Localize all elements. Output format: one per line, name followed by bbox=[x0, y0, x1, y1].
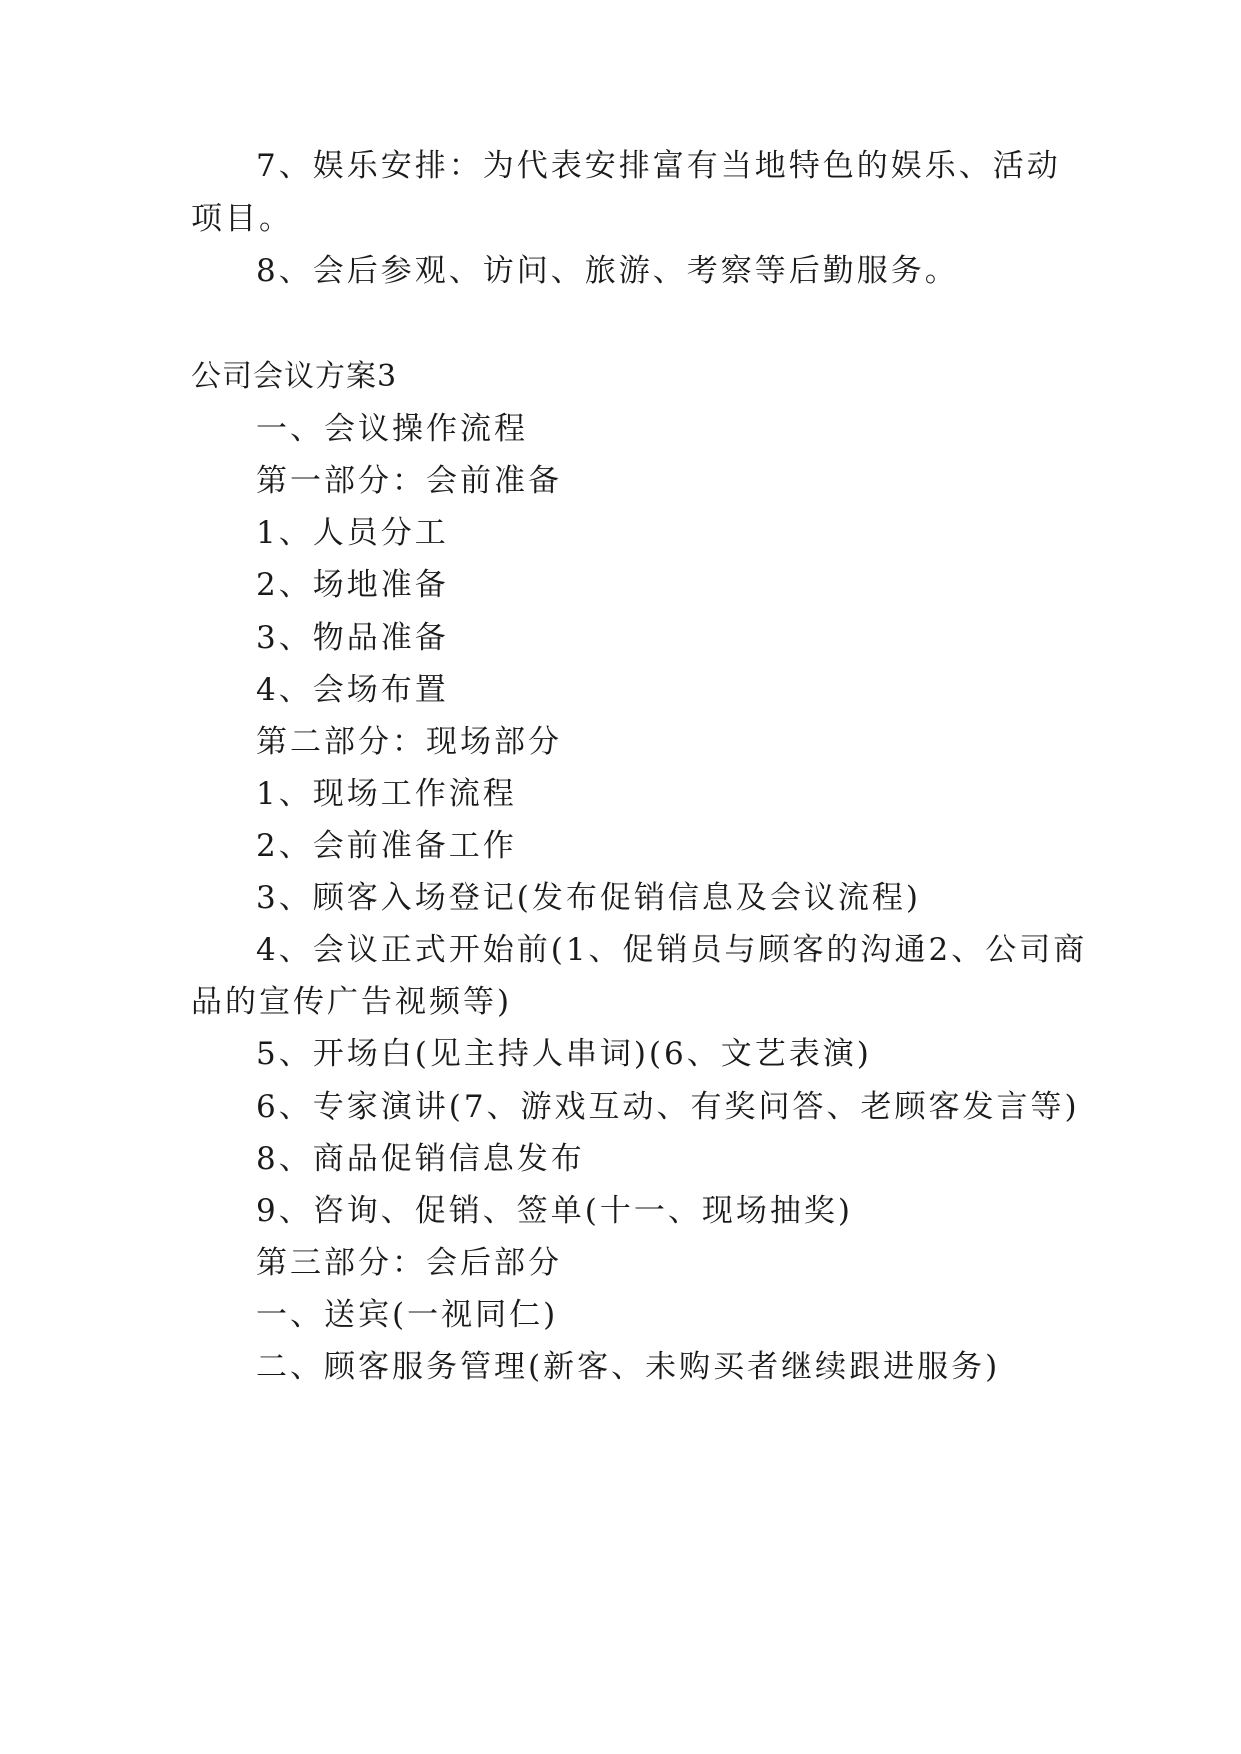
part2-title: 第二部分：现场部分 bbox=[256, 724, 562, 760]
paragraph-item-8: 8、会后参观、访问、旅游、考察等后勤服务。 bbox=[256, 253, 959, 289]
part2-item: 4、会议正式开始前(1、促销员与顾客的沟通2、公司商 bbox=[256, 932, 1088, 968]
part2-item: 6、专家演讲(7、游戏互动、有奖问答、老顾客发言等) bbox=[256, 1089, 1080, 1125]
part3-item: 二、顾客服务管理(新客、未购买者继续跟进服务) bbox=[256, 1349, 1001, 1385]
part1-item: 3、物品准备 bbox=[256, 620, 449, 656]
part1-item: 1、人员分工 bbox=[256, 515, 449, 551]
part3-title: 第三部分：会后部分 bbox=[256, 1245, 562, 1281]
part2-item: 1、现场工作流程 bbox=[256, 776, 517, 812]
part2-item: 5、开场白(见主持人串词)(6、文艺表演) bbox=[256, 1036, 872, 1072]
part2-item: 9、咨询、促销、签单(十一、现场抽奖) bbox=[256, 1193, 853, 1229]
paragraph-item-7-line-1: 7、娱乐安排：为代表安排富有当地特色的娱乐、活动 bbox=[256, 148, 1061, 184]
part1-item: 4、会场布置 bbox=[256, 672, 449, 708]
part3-item: 一、送宾(一视同仁) bbox=[256, 1297, 559, 1333]
section-title: 公司会议方案3 bbox=[191, 359, 398, 394]
paragraph-item-7-line-2: 项目。 bbox=[191, 201, 293, 237]
heading-operation-flow: 一、会议操作流程 bbox=[256, 411, 528, 447]
part2-item: 8、商品促销信息发布 bbox=[256, 1141, 585, 1177]
part2-item: 3、顾客入场登记(发布促销信息及会议流程) bbox=[256, 880, 921, 916]
part2-item-continuation: 品的宣传广告视频等) bbox=[191, 984, 513, 1020]
part2-item: 2、会前准备工作 bbox=[256, 828, 517, 864]
part1-title: 第一部分：会前准备 bbox=[256, 463, 562, 499]
part1-item: 2、场地准备 bbox=[256, 567, 449, 603]
